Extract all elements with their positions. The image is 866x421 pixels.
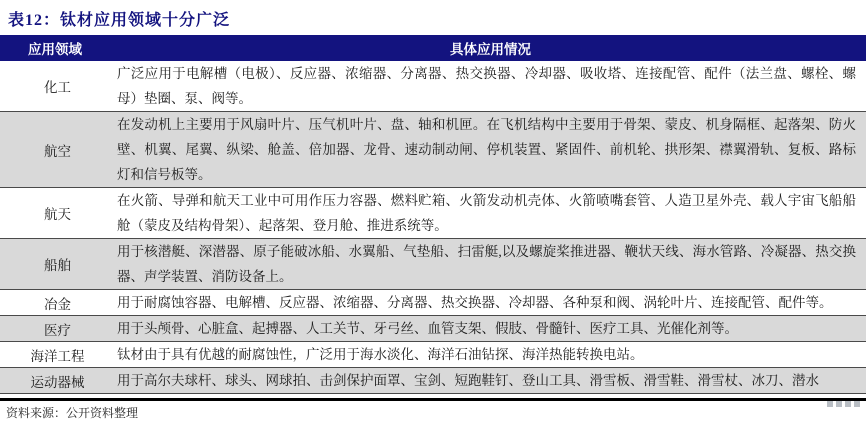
row-label: 船舶 xyxy=(44,258,71,273)
row-detail xyxy=(115,239,866,289)
row-detail-text: 在发动机上主要用于风扇叶片、压气机叶片、盘、轴和机匣。在飞机结构中主要用于骨架、蒙皮、机身隔框、起落架、防火壁、机翼、尾翼、纵梁、舱盖、倍加器、龙骨、速动制动闸、停机装置、紧固件、前机轮、拱形架、襟翼滑轨、复板、路标灯和信号板等。 xyxy=(117,117,856,182)
row-detail-text: 用于核潜艇、深潜器、原子能破冰船、水翼船、气垫船、扫雷艇,以及螺旋桨推进器、鞭状天线、海水管路、冷凝器、热交换器、声学装置、消防设备上。 xyxy=(117,244,856,284)
header-application-detail: 具体应用情况 xyxy=(450,42,531,57)
row-detail xyxy=(115,342,866,367)
corner-mark-square xyxy=(827,401,833,407)
row-label: 航空 xyxy=(44,143,71,159)
table-header-row xyxy=(0,35,866,61)
row-detail-text: 用于头颅骨、心脏盒、起搏器、人工关节、牙弓丝、血管支架、假肢、骨髓针、医疗工具、光催化剂等。 xyxy=(117,321,738,336)
corner-mark-square xyxy=(845,401,851,407)
application-table xyxy=(0,35,866,394)
table-row-ships xyxy=(0,239,866,290)
row-detail xyxy=(115,316,866,341)
row-detail xyxy=(115,61,866,111)
row-detail-text: 用于耐腐蚀容器、电解槽、反应器、浓缩器、分离器、热交换器、冷却器、各种泵和阀、涡轮叶片、连接配管、配件等。 xyxy=(117,295,833,310)
row-detail xyxy=(115,188,866,238)
table-row-sports-equipment xyxy=(0,368,866,394)
row-detail-text: 用于高尔夫球杆、球头、网球拍、击剑保护面罩、宝剑、短跑鞋钉、登山工具、滑雪板、滑雪鞋、滑雪杖、冰刀、潜水 xyxy=(117,373,819,388)
corner-mark-square xyxy=(836,401,842,407)
row-label: 冶金 xyxy=(44,296,71,312)
table-row-marine-engineering xyxy=(0,342,866,368)
corner-mark-square xyxy=(854,401,860,407)
row-label: 运动器械 xyxy=(30,374,85,390)
table-row-aviation xyxy=(0,112,866,188)
page-bottom-rule xyxy=(0,398,866,401)
row-label: 航天 xyxy=(44,207,71,222)
table-row-medical xyxy=(0,316,866,342)
row-label: 海洋工程 xyxy=(30,348,85,364)
row-label: 化工 xyxy=(44,80,71,95)
table-title: 表12：钛材应用领域十分广泛 xyxy=(8,12,231,29)
table-row-aerospace xyxy=(0,188,866,239)
row-detail-text: 在火箭、导弹和航天工业中可用作压力容器、燃料贮箱、火箭发动机壳体、火箭喷嘴套管、人造卫星外壳、载人宇宙飞船船舱（蒙皮及结构骨架）、起落架、登月舱、推进系统等。 xyxy=(117,193,856,233)
table-row-chemical xyxy=(0,61,866,112)
header-application-field: 应用领域 xyxy=(28,42,82,57)
corner-marks xyxy=(827,401,860,407)
row-detail-text: 钛材由于具有优越的耐腐蚀性，广泛用于海水淡化、海洋石油钻探、海洋热能转换电站。 xyxy=(117,347,644,362)
row-label: 医疗 xyxy=(44,322,71,338)
table-row-metallurgy xyxy=(0,290,866,316)
row-detail xyxy=(115,368,866,393)
row-detail-text: 广泛应用于电解槽（电极）、反应器、浓缩器、分离器、热交换器、冷却器、吸收塔、连接配管、配件（法兰盘、螺栓、螺母）垫圈、泵、阀等。 xyxy=(117,66,856,106)
source-note: 资料来源：公开资料整理 xyxy=(6,406,139,420)
row-detail xyxy=(115,112,866,187)
row-detail xyxy=(115,290,866,315)
